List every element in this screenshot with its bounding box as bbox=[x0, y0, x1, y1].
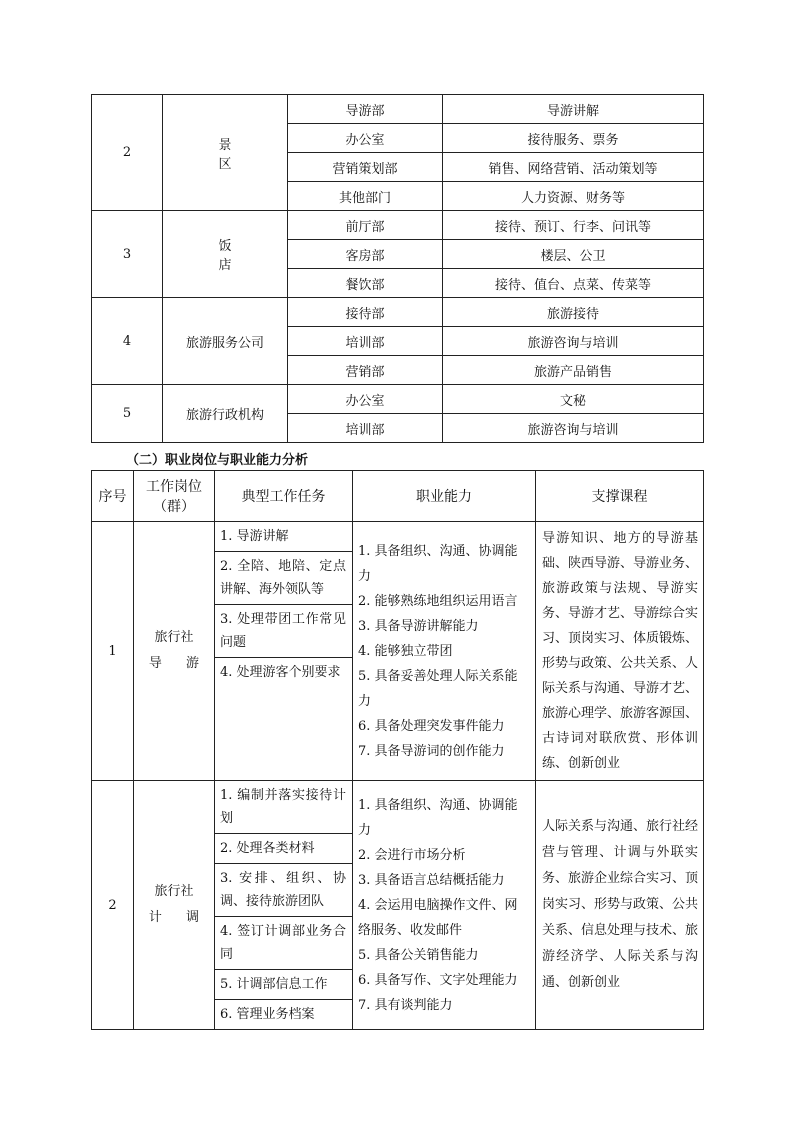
ability-item: 4. 能够独立带团 bbox=[358, 643, 453, 659]
table-row bbox=[92, 522, 704, 781]
section-title: （二）职业岗位与职业能力分析 bbox=[126, 453, 309, 468]
group-number: 5 bbox=[92, 385, 163, 443]
duty-cell: 旅游产品销售 bbox=[443, 356, 704, 385]
career-ability-table bbox=[91, 470, 704, 1030]
table-header-row bbox=[92, 471, 704, 522]
post-line1: 旅行社 bbox=[154, 630, 194, 645]
ability-item: 2. 会进行市场分析 bbox=[358, 847, 466, 863]
post-line1: 旅行社 bbox=[154, 884, 194, 899]
ability-item: 6. 具备处理突发事件能力 bbox=[358, 718, 505, 734]
task-item: 5. 计调部信息工作 bbox=[215, 970, 352, 1000]
ability-cell bbox=[353, 522, 536, 781]
header-tasks: 典型工作任务 bbox=[215, 471, 353, 522]
ability-item: 1. 具备组织、沟通、协调能力 bbox=[358, 543, 518, 584]
task-item: 3. 安排、组织、协调、接待旅游团队 bbox=[215, 864, 352, 917]
ability-item: 6. 具备写作、文字处理能力 bbox=[358, 972, 518, 988]
task-item: 1. 编制并落实接待计划 bbox=[215, 781, 352, 834]
post-line2: 计 调 bbox=[148, 910, 210, 925]
ability-item: 1. 具备组织、沟通、协调能力 bbox=[358, 797, 518, 838]
department-table bbox=[91, 94, 704, 443]
dept-cell: 培训部 bbox=[288, 327, 443, 356]
post-cell bbox=[134, 522, 215, 781]
duty-cell: 接待、预订、行李、问讯等 bbox=[443, 211, 704, 240]
task-item: 2. 处理各类材料 bbox=[215, 834, 352, 864]
ability-item: 7. 具备导游词的创作能力 bbox=[358, 743, 505, 759]
task-item: 1. 导游讲解 bbox=[215, 522, 352, 552]
header-post-line2: （群） bbox=[153, 499, 195, 515]
tasks-cell bbox=[215, 522, 353, 781]
post-line2: 导 游 bbox=[148, 656, 210, 671]
duty-cell: 旅游咨询与培训 bbox=[443, 414, 704, 443]
tasks-cell bbox=[215, 781, 353, 1030]
row-number: 1 bbox=[92, 522, 134, 781]
duty-cell: 接待、值台、点菜、传菜等 bbox=[443, 269, 704, 298]
header-courses: 支撑课程 bbox=[536, 471, 704, 522]
ability-item: 4. 会运用电脑操作文件、网络服务、收发邮件 bbox=[358, 897, 518, 938]
post-cell bbox=[134, 781, 215, 1030]
ability-cell bbox=[353, 781, 536, 1030]
dept-cell: 餐饮部 bbox=[288, 269, 443, 298]
duty-cell: 人力资源、财务等 bbox=[443, 182, 704, 211]
ability-item: 5. 具备公关销售能力 bbox=[358, 947, 479, 963]
header-num: 序号 bbox=[92, 471, 134, 522]
dept-cell: 办公室 bbox=[288, 385, 443, 414]
dept-cell: 培训部 bbox=[288, 414, 443, 443]
dept-cell: 导游部 bbox=[288, 95, 443, 124]
group-name: 景 区 bbox=[163, 95, 288, 211]
duty-cell: 旅游接待 bbox=[443, 298, 704, 327]
group-name: 饭 店 bbox=[163, 211, 288, 298]
dept-cell: 接待部 bbox=[288, 298, 443, 327]
group-number: 4 bbox=[92, 298, 163, 385]
task-item: 6. 管理业务档案 bbox=[220, 1007, 315, 1022]
header-ability: 职业能力 bbox=[353, 471, 536, 522]
duty-cell: 接待服务、票务 bbox=[443, 124, 704, 153]
header-post-line1: 工作岗位 bbox=[146, 479, 202, 495]
duty-cell: 文秘 bbox=[443, 385, 704, 414]
row-number: 2 bbox=[92, 781, 134, 1030]
group-number: 3 bbox=[92, 211, 163, 298]
task-item: 3. 处理带团工作常见问题 bbox=[215, 605, 352, 658]
courses-cell: 人际关系与沟通、旅行社经营与管理、计调与外联实务、旅游企业综合实习、顶岗实习、形势与政策、公共关系、信息处理与技术、旅游经济学、人际关系与沟通、创新创业 bbox=[536, 781, 704, 1030]
duty-cell: 销售、网络营销、活动策划等 bbox=[443, 153, 704, 182]
dept-cell: 前厅部 bbox=[288, 211, 443, 240]
ability-item: 7. 具有谈判能力 bbox=[358, 997, 453, 1013]
ability-item: 3. 具备语言总结概括能力 bbox=[358, 872, 505, 888]
dept-cell: 营销策划部 bbox=[288, 153, 443, 182]
group-number: 2 bbox=[92, 95, 163, 211]
table-row bbox=[92, 781, 704, 1030]
dept-cell: 客房部 bbox=[288, 240, 443, 269]
dept-cell: 其他部门 bbox=[288, 182, 443, 211]
duty-cell: 楼层、公卫 bbox=[443, 240, 704, 269]
dept-cell: 办公室 bbox=[288, 124, 443, 153]
courses-cell: 导游知识、地方的导游基础、陕西导游、导游业务、旅游政策与法规、导游实务、导游才艺、导游综合实习、顶岗实习、体质锻炼、形势与政策、公共关系、人际关系与沟通、导游才艺、旅游心理学、旅游客源国、古诗词对联欣赏、形体训练、创新创业 bbox=[536, 522, 704, 781]
ability-item: 3. 具备导游讲解能力 bbox=[358, 618, 479, 634]
task-item: 2. 全陪、地陪、定点讲解、海外领队等 bbox=[215, 552, 352, 605]
group-name: 旅游服务公司 bbox=[163, 298, 288, 385]
ability-item: 2. 能够熟练地组织运用语言 bbox=[358, 593, 518, 609]
ability-item: 5. 具备妥善处理人际关系能力 bbox=[358, 668, 518, 709]
task-item: 4. 处理游客个别要求 bbox=[220, 665, 341, 680]
task-item: 4. 签订计调部业务合同 bbox=[215, 917, 352, 970]
header-post bbox=[134, 471, 215, 522]
group-name: 旅游行政机构 bbox=[163, 385, 288, 443]
duty-cell: 导游讲解 bbox=[443, 95, 704, 124]
duty-cell: 旅游咨询与培训 bbox=[443, 327, 704, 356]
dept-cell: 营销部 bbox=[288, 356, 443, 385]
